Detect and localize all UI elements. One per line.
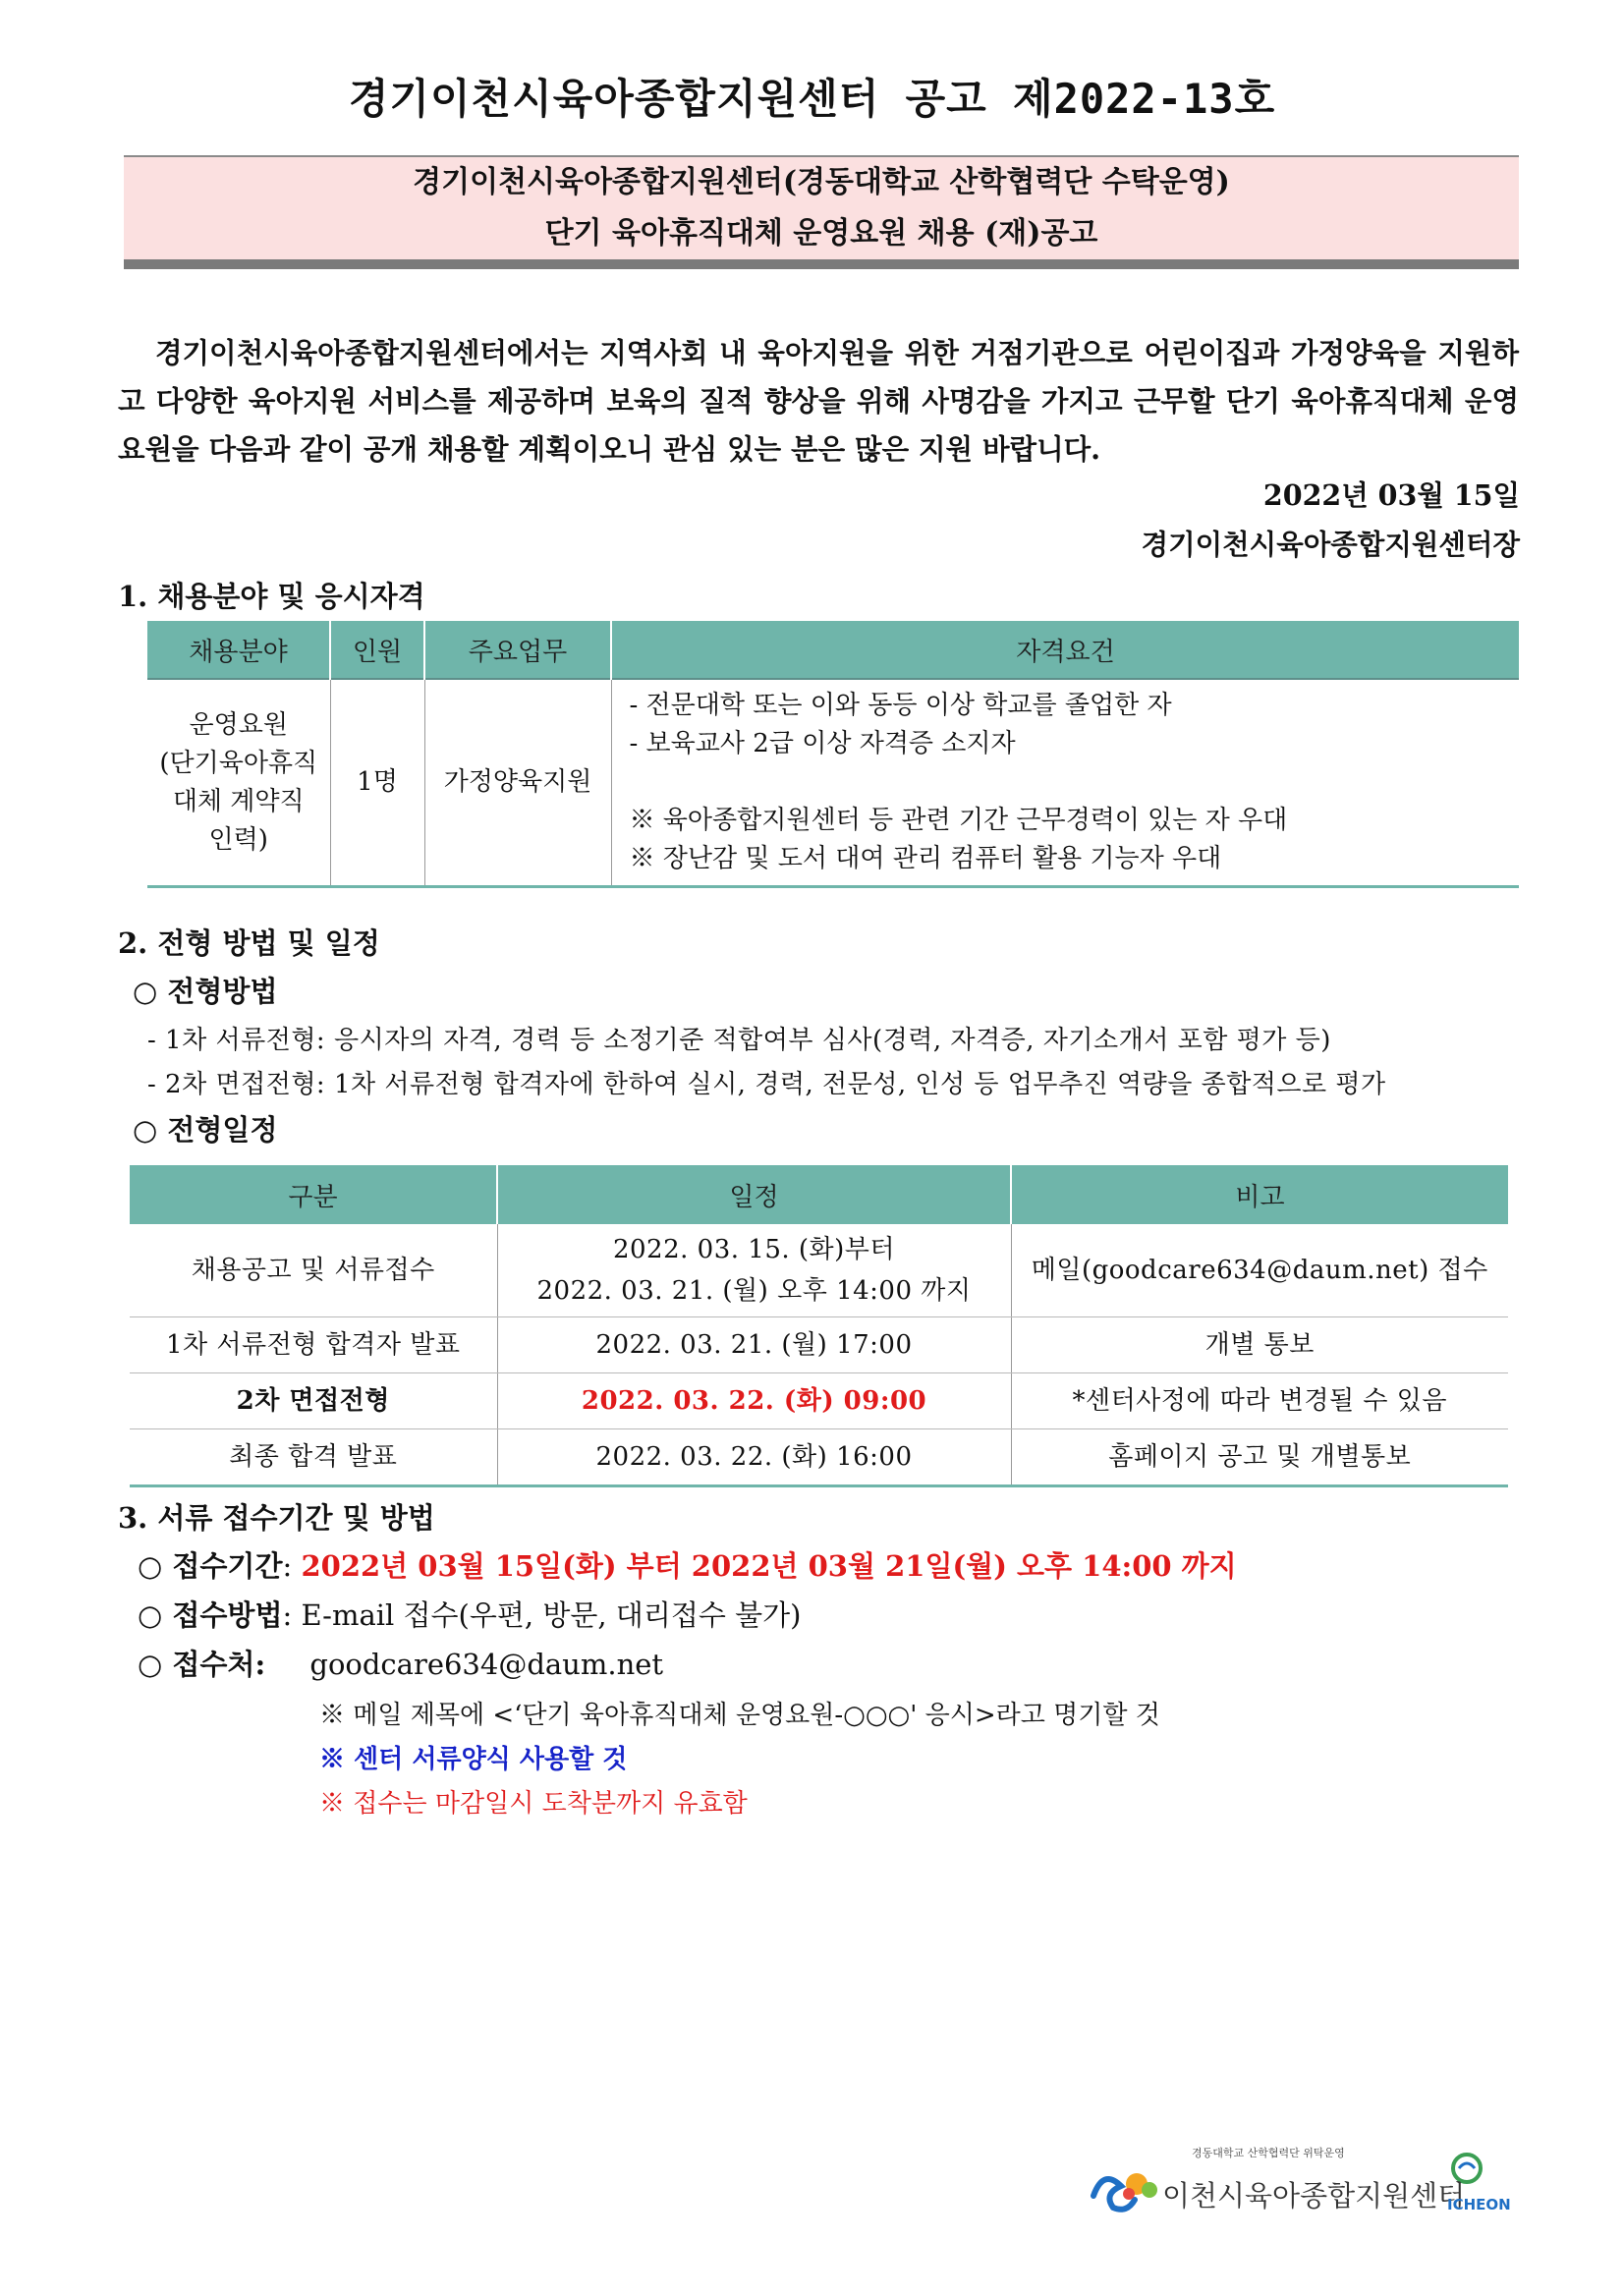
schedule-row: [130, 1317, 1508, 1373]
requirement-item: - 전문대학 또는 이와 동등 이상 학교를 졸업한 자: [629, 691, 1172, 720]
qualification-table: [147, 621, 1519, 888]
field-cell: [147, 679, 330, 887]
schedule-row: [130, 1373, 1508, 1429]
schedule-stage: 2차 면접전형: [130, 1373, 497, 1429]
duty-cell: 가정양육지원: [424, 679, 611, 887]
schedule-header-row: [130, 1165, 1508, 1224]
requirements-cell: [611, 679, 1519, 887]
note-deadline: ※ 접수는 마감일시 도착분까지 유효함: [319, 1789, 748, 1819]
col-header-requirements: 자격요건: [611, 621, 1519, 679]
field-line: 대체 계약직: [172, 786, 305, 816]
logo-city: ICHEON: [1447, 2196, 1511, 2213]
logo-top-text: 경동대학교 산학협력단 위탁운영: [1192, 2147, 1345, 2159]
place-email: goodcare634@daum.net: [309, 1648, 664, 1681]
center-logo: [1086, 2139, 1518, 2222]
note-use-form: ※ 센터 서류양식 사용할 것: [319, 1745, 628, 1774]
logo-name: 이천시육아종합지원센터: [1162, 2179, 1466, 2212]
method-item-2: - 2차 면접전형: 1차 서류전형 합격자에 한하여 실시, 경력, 전문성, 인성 등 업무추진 역량을 종합적으로 평가: [147, 1070, 1386, 1099]
page-title: 경기이천시육아종합지원센터 공고 제2022-13호: [348, 75, 1276, 123]
field-line: (단기육아휴직: [159, 748, 318, 778]
intro-paragraph: 경기이천시육아종합지원센터에서는 지역사회 내 육아지원을 위한 거점기관으로 어린이집과 가정양육을 지원하고 다양한 육아지원 서비스를 제공하며 보육의 질적 향상을 위해 사명감을 가지고 근무할 단기 육아휴직대체 운영요원을 다음과 같이 공개 채용할 계획이오니 관심 있는 분은 많은 지원 바랍니다.: [118, 336, 1519, 466]
field-line: 인력): [208, 824, 268, 855]
section-2-heading: 2. 전형 방법 및 일정: [118, 926, 380, 960]
method-item-1: - 1차 서류전형: 응시자의 자격, 경력 등 소정기준 적합여부 심사(경력, 자격증, 자기소개서 포함 평가 등): [147, 1026, 1331, 1055]
period-label: ○ 접수기간: [138, 1549, 283, 1583]
notice-signature: 경기이천시육아종합지원센터장: [1141, 528, 1520, 561]
schedule-subheading: ○ 전형일정: [133, 1113, 278, 1147]
requirement-item: - 보육교사 2급 이상 자격증 소지자: [629, 729, 1016, 758]
note-email-subject: ※ 메일 제목에 <‘단기 육아휴직대체 운영요원-○○○' 응시>라고 명기할 것: [319, 1701, 1160, 1730]
requirement-preference: ※ 육아종합지원센터 등 관련 기간 근무경력이 있는 자 우대: [629, 806, 1288, 835]
qualification-header-row: [147, 621, 1519, 679]
field-line: 운영요원: [189, 709, 288, 740]
method-subheading: ○ 전형방법: [133, 975, 278, 1008]
subtitle-banner: [124, 155, 1519, 259]
subtitle-line-1: 경기이천시육아종합지원센터(경동대학교 산학협력단 수탁운영): [413, 165, 1230, 199]
notice-date: 2022년 03월 15일: [1262, 478, 1520, 512]
col-header-duty: 주요업무: [424, 621, 611, 679]
schedule-table: [130, 1165, 1508, 1487]
period-line: ○ 접수기간: 2022년 03월 15일(화) 부터 2022년 03월 21일(월) 오후 14:00 까지: [138, 1549, 1237, 1583]
schedule-date: 2022. 03. 21. (월) 17:00: [497, 1317, 1011, 1373]
col-header-date: 일정: [497, 1165, 1011, 1224]
col-header-count: 인원: [330, 621, 424, 679]
schedule-date-line: 2022. 03. 15. (화)부터: [612, 1235, 896, 1264]
schedule-row: [130, 1429, 1508, 1486]
schedule-date: 2022. 03. 22. (화) 09:00: [497, 1373, 1011, 1429]
col-header-field: 채용분야: [147, 621, 330, 679]
requirement-preference: ※ 장난감 및 도서 대여 관리 컴퓨터 활용 기능자 우대: [629, 844, 1222, 873]
subtitle-rule: [124, 259, 1519, 269]
place-label: ○ 접수처:: [138, 1648, 266, 1681]
schedule-note: 개별 통보: [1011, 1317, 1508, 1373]
section-1-heading: 1. 채용분야 및 응시자격: [118, 580, 425, 613]
col-header-stage: 구분: [130, 1165, 497, 1224]
place-line: [138, 1643, 663, 1683]
schedule-stage: 1차 서류전형 합격자 발표: [130, 1317, 497, 1373]
period-value: 2022년 03월 15일(화) 부터 2022년 03월 21일(월) 오후 14:00 까지: [301, 1549, 1237, 1583]
method-label: ○ 접수방법: [138, 1598, 283, 1632]
schedule-note: 홈페이지 공고 및 개별통보: [1011, 1429, 1508, 1486]
schedule-date: [497, 1224, 1011, 1317]
count-cell: 1명: [330, 679, 424, 887]
section-3-heading: 3. 서류 접수기간 및 방법: [118, 1501, 435, 1535]
method-line: ○ 접수방법: E-mail 접수(우편, 방문, 대리접수 불가): [138, 1598, 802, 1632]
schedule-note: 메일(goodcare634@daum.net) 접수: [1011, 1224, 1508, 1317]
schedule-row: [130, 1224, 1508, 1317]
schedule-stage: 최종 합격 발표: [130, 1429, 497, 1486]
schedule-date: 2022. 03. 22. (화) 16:00: [497, 1429, 1011, 1486]
qualification-row: [147, 679, 1519, 887]
col-header-note: 비고: [1011, 1165, 1508, 1224]
schedule-note: *센터사정에 따라 변경될 수 있음: [1011, 1373, 1508, 1429]
schedule-stage: 채용공고 및 서류접수: [130, 1224, 497, 1317]
method-value: E-mail 접수(우편, 방문, 대리접수 불가): [301, 1598, 802, 1632]
subtitle-line-2: 단기 육아휴직대체 운영요원 채용 (재)공고: [544, 216, 1098, 251]
schedule-date-line: 2022. 03. 21. (월) 오후 14:00 까지: [536, 1276, 972, 1306]
